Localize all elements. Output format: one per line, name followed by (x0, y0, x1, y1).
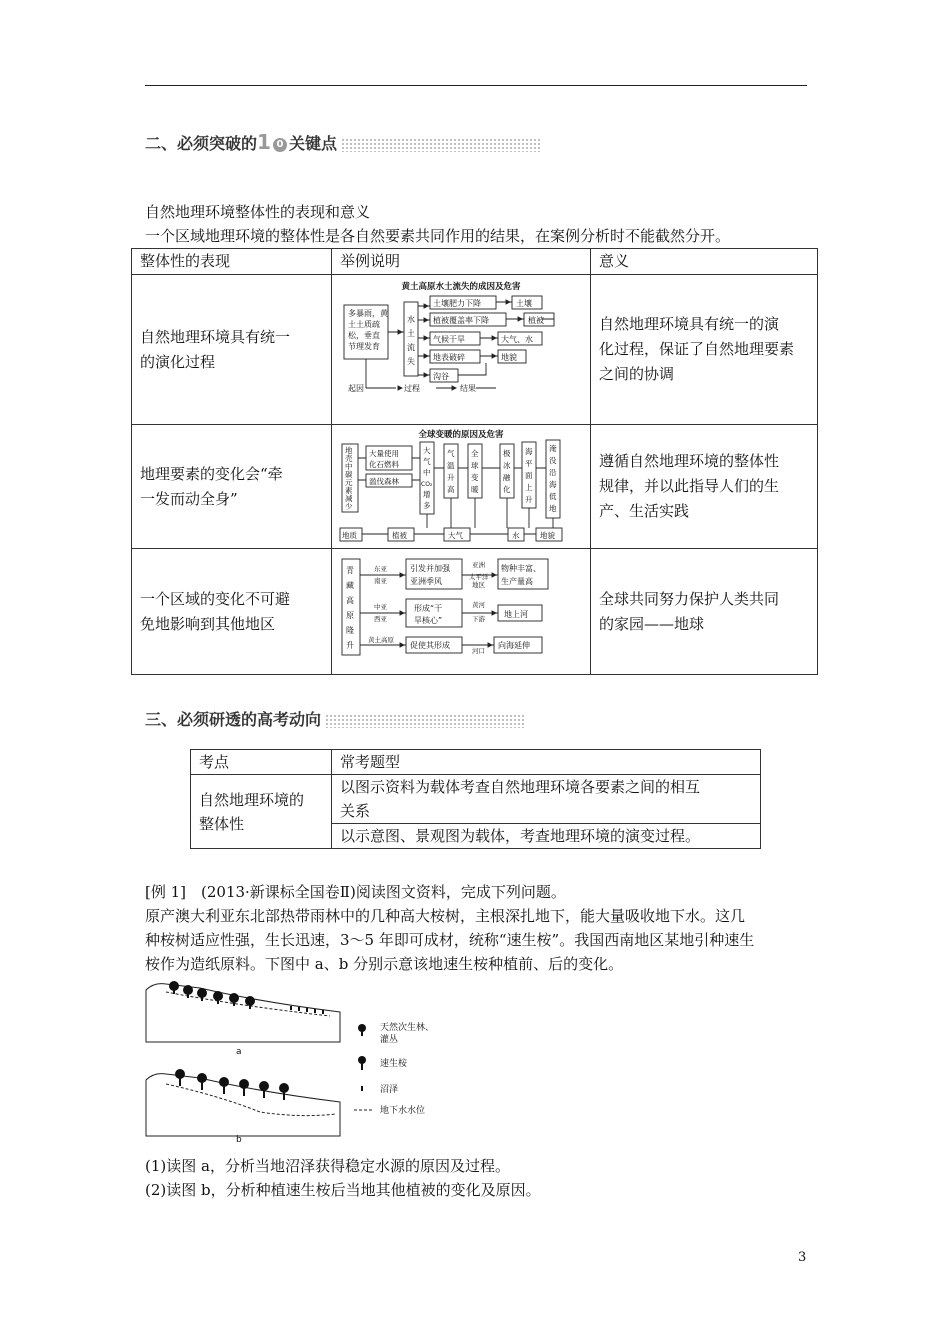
vertical-char: 碳 (345, 469, 353, 479)
cell-line: 一个区域的变化不可避 (140, 589, 291, 608)
cell-line: 的家园——地球 (599, 614, 705, 633)
legend-label: 过程 (404, 383, 420, 393)
plateau-uplift-diagram (336, 553, 566, 671)
section-heading-3 (145, 707, 525, 730)
center-char: 失 (407, 356, 415, 366)
table-cell-diagram (332, 275, 591, 425)
vertical-char: 沿 (549, 467, 557, 477)
region-label: 地区 (472, 580, 485, 589)
vertical-char: 减 (345, 493, 353, 503)
table-row (132, 549, 818, 675)
legend-label: 速生桉 (380, 1059, 408, 1069)
legend-label: 沼泽 (380, 1085, 399, 1095)
vertical-char: 少 (345, 501, 353, 511)
vertical-char: 隆 (346, 625, 354, 635)
vertical-char: 增 (423, 489, 431, 499)
process-label: 沟谷 (433, 371, 449, 381)
vertical-char: 上 (525, 482, 533, 492)
example-heading: [例 1] (2013·新课标全国卷Ⅱ)阅读图文资料，完成下列问题。 (145, 883, 566, 901)
outcome-label: 生产量高 (501, 576, 533, 586)
process-label: 土壤肥力下降 (433, 298, 481, 308)
section-heading-number: 1 (257, 130, 271, 154)
cause-line: 节理发育 (348, 341, 380, 351)
cell-line: 化过程，保证了自然地理要素 (599, 340, 795, 358)
section-heading-prefix: 二、必须突破的 (145, 134, 258, 153)
question-2: (2)读图 b，分析种植速生桉后当地其他植被的变化及原因。 (145, 1181, 541, 1199)
vertical-char: 全 (471, 448, 479, 458)
header-rule (145, 85, 807, 86)
cell-line: 遵循自然地理环境的整体性 (599, 452, 780, 470)
eucalyptus-figure (140, 976, 480, 1146)
vertical-char: 气 (447, 448, 455, 458)
question-1: (1)读图 a，分析当地沼泽获得稳定水源的原因及过程。 (145, 1157, 510, 1175)
cell-line: 以图示资料为载体考查自然地理环境各要素之间的相互 (340, 778, 701, 796)
region-label: 西亚 (374, 614, 387, 623)
outcome-label: 向海延伸 (498, 640, 530, 650)
section-heading-title: 三、必须研透的高考动向 (145, 710, 322, 729)
vertical-char: 中 (345, 461, 353, 471)
cell-line: 一发而动全身” (140, 489, 238, 508)
sphere-label: 植被 (392, 530, 407, 540)
soil-erosion-diagram (336, 278, 586, 422)
cell-line: 自然地理环境具有统一 (140, 327, 291, 346)
legend-label: 天然次生林、 (380, 1023, 435, 1033)
table-header-row (132, 249, 818, 275)
legend-label: 地下水水位 (380, 1106, 426, 1116)
effect-label: 形成“干 (414, 603, 443, 613)
vertical-char: 暖 (471, 484, 479, 494)
table-row (132, 425, 818, 549)
effect-label: 亚洲季风 (410, 576, 442, 586)
cause-line: 多暴雨，黄 (348, 308, 388, 318)
vertical-char: 壳 (345, 453, 353, 463)
table-row (132, 275, 818, 425)
process-label: 植被覆盖率下降 (433, 315, 489, 325)
table-header-cell: 整体性的表现 (132, 249, 332, 275)
center-char: 土 (407, 328, 415, 338)
process-label: 气候干旱 (433, 334, 465, 344)
center-char: 流 (407, 342, 415, 352)
vertical-char: 青 (346, 565, 354, 575)
table-row (191, 775, 761, 824)
table-header-cell: 考点 (191, 750, 332, 775)
process-label: 地表破碎 (433, 352, 465, 362)
region-label: 东亚 (374, 564, 387, 573)
sphere-label: 大气 (448, 530, 463, 540)
region-label: 下游 (472, 614, 485, 623)
cell-line: 自然地理环境具有统一的演 (599, 315, 780, 333)
cell-line: 整体性 (199, 814, 245, 833)
cell-line: 关系 (340, 802, 371, 820)
example-paragraph-line: 种桉树适应性强，生长迅速，3～5 年即可成材，统称“速生桉”。我国西南地区某地引种速生 (145, 931, 755, 949)
center-char: 水 (407, 314, 415, 324)
vertical-char: 海 (525, 446, 533, 456)
region-label: 黄土高原 (368, 635, 394, 644)
sphere-label: 地貌 (540, 530, 555, 540)
table-header-cell: 举例说明 (332, 249, 591, 275)
cell-line: 全球共同努力保护人类共同 (599, 589, 780, 608)
table-cell-manifestation (132, 275, 332, 425)
cause-line: 化石燃料 (369, 459, 399, 469)
effect-label: 旱核心” (414, 615, 443, 625)
page-number: 3 (798, 1250, 807, 1265)
section-heading-circle: 0 (273, 138, 287, 152)
region-label: 亚洲 (472, 560, 485, 569)
vertical-char: 藏 (346, 580, 354, 590)
table-cell-significance (591, 549, 818, 675)
vertical-char: 气 (423, 456, 431, 466)
table-cell-diagram (332, 425, 591, 549)
vertical-char: 高 (346, 595, 354, 605)
table-header-cell: 意义 (591, 249, 818, 275)
result-label: 土壤 (516, 298, 532, 308)
table-cell-diagram (332, 549, 591, 675)
cell-line: 自然地理环境的 (199, 790, 305, 809)
legend-label: 结果 (460, 383, 476, 393)
example-paragraph-line: 桉作为造纸原料。下图中 a、b 分别示意该地速生桉种植前、后的变化。 (145, 955, 624, 973)
table-cell-topic (191, 775, 332, 849)
vertical-char: 升 (447, 472, 455, 482)
cell-line: 之间的协调 (599, 365, 675, 383)
table-cell-question-type: 以示意图、景观图为载体，考查地理环境的演变过程。 (332, 824, 761, 849)
region-label: 南亚 (374, 576, 387, 585)
vertical-char: 素 (345, 485, 353, 495)
exam-trend-table (190, 749, 761, 849)
heading-dot-pattern (325, 714, 525, 728)
cell-line: 的演化过程 (140, 352, 216, 371)
vertical-char: 低 (549, 491, 557, 501)
table-cell-significance (591, 275, 818, 425)
heading-dot-pattern (341, 138, 541, 152)
diagram-title: 全球变暖的原因及危害 (418, 429, 504, 440)
vertical-char: 化 (503, 484, 511, 494)
section-heading-2 (145, 130, 541, 154)
region-label: 太平洋 (469, 572, 489, 581)
example-paragraph-line: 原产澳大利亚东北部热带雨林中的几种高大桉树，主根深扎地下，能大量吸收地下水。这几 (145, 907, 746, 925)
vertical-char: 多 (423, 500, 431, 510)
diagram-title: 黄土高原水土流失的成因及危害 (401, 281, 521, 292)
outcome-label: 地上河 (504, 609, 528, 619)
vertical-char: 海 (549, 479, 557, 489)
vertical-char: 球 (471, 460, 479, 470)
vertical-char: CO₂ (421, 480, 433, 488)
vertical-char: 大 (423, 445, 431, 455)
vertical-char: 变 (471, 472, 479, 482)
cross-section-a (146, 984, 340, 1042)
vertical-char: 高 (447, 484, 455, 494)
table-cell-question-type (332, 775, 761, 824)
figure-label-a: a (236, 1047, 242, 1057)
effect-label: 促使其形成 (410, 640, 450, 650)
region-label: 河口 (472, 646, 485, 655)
cause-line: 滥伐森林 (369, 476, 399, 486)
region-label: 中亚 (374, 602, 387, 611)
result-label: 植被 (528, 315, 544, 325)
cell-line: 规律，并以此指导人们的生 (599, 477, 780, 495)
connector-lines (358, 458, 553, 534)
cell-line: 地理要素的变化会“牵 (140, 464, 283, 483)
vertical-char: 面 (525, 470, 533, 480)
section-heading-suffix: 关键点 (288, 134, 337, 153)
vertical-char: 升 (346, 640, 354, 650)
legend-label: 起因 (348, 383, 364, 393)
integrity-table (131, 248, 818, 675)
global-warming-diagram (336, 428, 586, 546)
vertical-char: 平 (525, 458, 533, 468)
vertical-char: 淹 (549, 443, 557, 453)
vertical-char: 升 (525, 494, 533, 504)
cause-line: 松，垂直 (348, 330, 380, 340)
table-cell-significance (591, 425, 818, 549)
vertical-char: 原 (346, 610, 354, 620)
vertical-char: 中 (423, 467, 431, 477)
table-cell-manifestation (132, 549, 332, 675)
sphere-label: 水 (512, 530, 520, 540)
region-label: 黄河 (472, 600, 485, 609)
cause-line: 土土质疏 (348, 319, 380, 329)
table-cell-manifestation (132, 425, 332, 549)
cause-line: 大量使用 (369, 448, 399, 458)
vertical-char: 极 (503, 448, 511, 458)
result-label: 大气、水 (501, 334, 533, 344)
figure-label-b: b (236, 1135, 242, 1145)
table-header-row (191, 750, 761, 775)
vertical-char: 没 (549, 455, 557, 465)
table-header-cell: 常考题型 (332, 750, 761, 775)
outcome-label: 物种丰富、 (501, 563, 541, 573)
legend-label: 灌丛 (380, 1035, 399, 1045)
vertical-char: 地 (549, 503, 557, 513)
vertical-char: 元 (345, 477, 353, 487)
vertical-char: 温 (447, 460, 455, 470)
result-label: 地貌 (501, 352, 517, 362)
cell-line: 产、生活实践 (599, 502, 690, 520)
effect-label: 引发并加强 (410, 563, 450, 573)
topic-intro: 一个区域地理环境的整体性是各自然要素共同作用的结果，在案例分析时不能截然分开。 (145, 227, 731, 245)
vertical-char: 地 (345, 445, 353, 455)
cell-line: 免地影响到其他地区 (140, 614, 276, 633)
topic-title: 自然地理环境整体性的表现和意义 (145, 203, 371, 221)
sphere-label: 地质 (342, 530, 357, 540)
vertical-char: 冰 (503, 460, 511, 470)
vertical-char: 融 (503, 472, 511, 482)
legend-symbols (358, 1024, 366, 1091)
